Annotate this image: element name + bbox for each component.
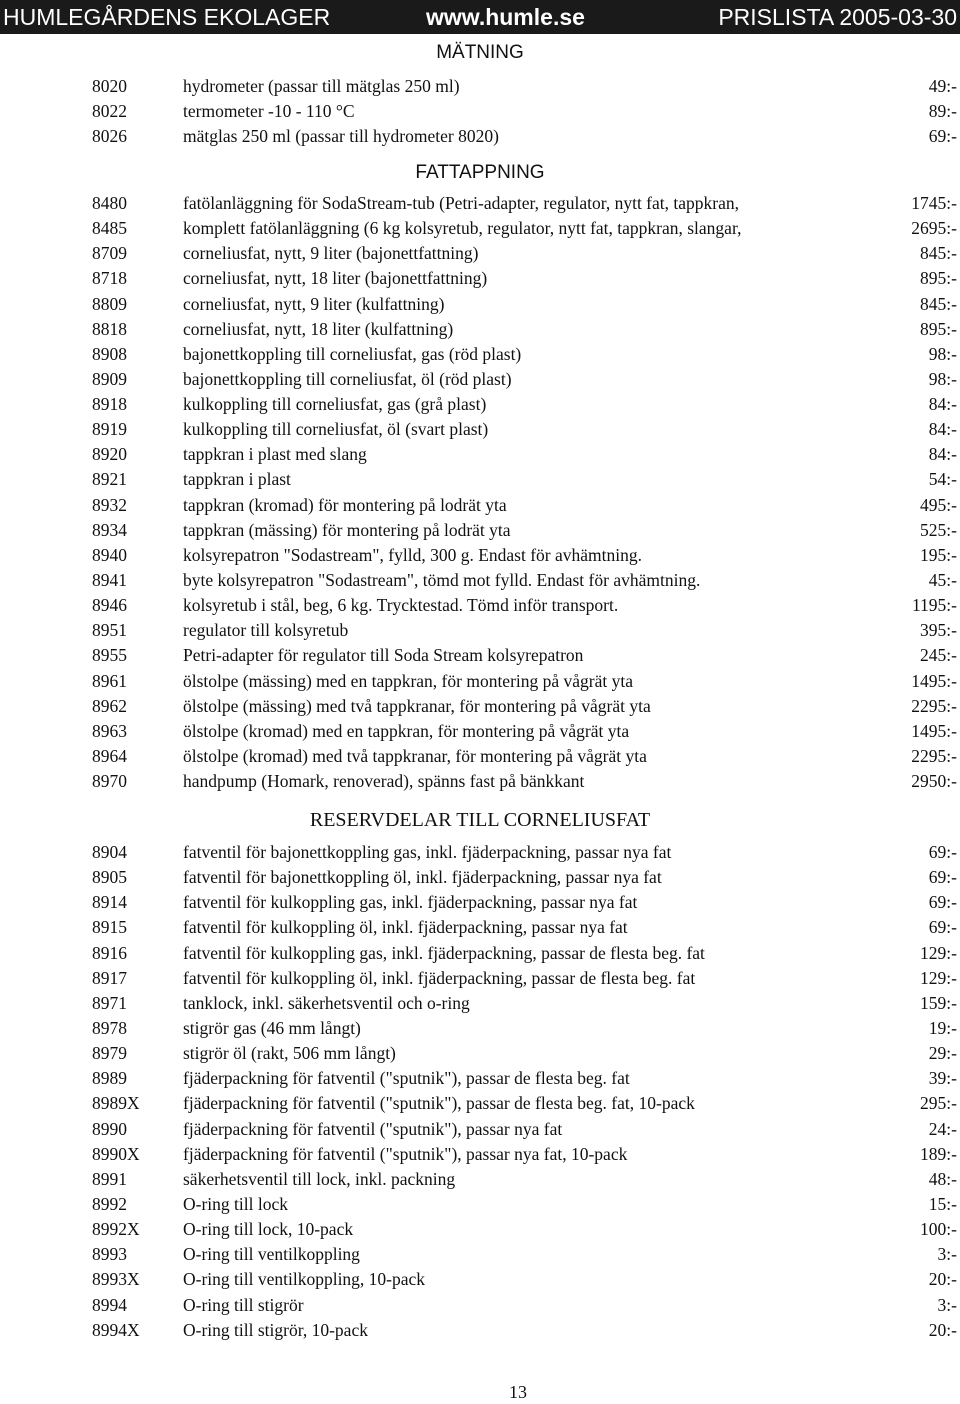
item-price: 395:-	[920, 620, 957, 641]
item-code: 8989X	[92, 1093, 140, 1114]
item-code: 8920	[92, 444, 127, 465]
item-code: 8934	[92, 519, 127, 540]
page-number: 13	[509, 1382, 527, 1402]
item-description: fatölanläggning för SodaStream-tub (Petri-adapter, regulator, nytt fat, tappkran,	[183, 193, 739, 213]
item-code: 8970	[92, 771, 127, 791]
item-price: 69:-	[928, 126, 957, 147]
table-row	[0, 1041, 960, 1065]
item-code: 8940	[92, 544, 127, 565]
item-price: 84:-	[928, 419, 957, 440]
table-row	[0, 1016, 960, 1040]
item-description: ölstolpe (mässing) med två tappkranar, för montering på vågrät yta	[183, 695, 651, 716]
item-code: 8932	[92, 494, 127, 515]
item-description: hydrometer (passar till mätglas 250 ml)	[183, 76, 460, 96]
item-price: 525:-	[920, 519, 957, 540]
item-code: 8485	[92, 218, 127, 239]
table-row	[0, 840, 960, 864]
item-code: 8963	[92, 720, 127, 741]
item-code: 8905	[92, 867, 127, 888]
item-price: 69:-	[928, 842, 957, 862]
item-description: tappkran (mässing) för montering på lodrät yta	[183, 519, 511, 540]
table-row	[0, 593, 960, 617]
item-price: 1745:-	[911, 193, 957, 213]
item-description: kolsyretub i stål, beg, 6 kg. Trycktestad. Tömd inför transport.	[183, 595, 619, 616]
item-price: 84:-	[928, 444, 957, 465]
table-row	[0, 1293, 960, 1317]
item-description: fjäderpackning för fatventil ("sputnik"), passar de flesta beg. fat	[183, 1068, 630, 1089]
item-description: corneliusfat, nytt, 18 liter (bajonettfattning)	[183, 268, 488, 289]
item-description: fjäderpackning för fatventil ("sputnik"), passar nya fat, 10-pack	[183, 1143, 628, 1164]
item-description: O-ring till lock, 10-pack	[183, 1219, 354, 1240]
item-code: 8991	[92, 1168, 127, 1189]
item-code: 8908	[92, 343, 127, 364]
table-row	[0, 643, 960, 667]
item-description: fjäderpackning för fatventil ("sputnik"), passar de flesta beg. fat, 10-pack	[183, 1093, 695, 1114]
item-code: 8026	[92, 126, 127, 147]
item-code: 8993X	[92, 1269, 140, 1290]
item-price: 129:-	[920, 942, 957, 963]
item-code: 8919	[92, 419, 127, 440]
section-title: MÄTNING	[436, 42, 524, 63]
item-description: fatventil för kulkoppling öl, inkl. fjäderpackning, passar nya fat	[183, 917, 628, 938]
table-row	[0, 865, 960, 889]
table-row	[0, 124, 960, 148]
table-row	[0, 991, 960, 1015]
item-price: 189:-	[920, 1143, 957, 1164]
table-row	[0, 191, 960, 215]
item-description: ölstolpe (kromad) med en tappkran, för montering på vågrät yta	[183, 720, 630, 741]
item-description: tappkran i plast	[183, 469, 291, 490]
table-row	[0, 1091, 960, 1115]
item-code: 8818	[92, 318, 127, 339]
item-code: 8979	[92, 1043, 127, 1064]
item-price: 69:-	[928, 867, 957, 888]
item-description: ölstolpe (mässing) med en tappkran, för montering på vågrät yta	[183, 670, 634, 691]
item-price: 69:-	[928, 892, 957, 913]
item-code: 8992X	[92, 1219, 140, 1240]
item-price: 1495:-	[911, 670, 957, 691]
item-description: fjäderpackning för fatventil ("sputnik"), passar nya fat	[183, 1118, 563, 1139]
item-description: byte kolsyrepatron "Sodastream", tömd mot fylld. Endast för avhämtning.	[183, 570, 701, 590]
table-row	[0, 890, 960, 914]
table-row	[0, 493, 960, 517]
item-code: 8809	[92, 293, 127, 314]
item-description: stigrör öl (rakt, 506 mm långt)	[183, 1043, 396, 1064]
section-title: FATTAPPNING	[415, 162, 545, 183]
table-row	[0, 317, 960, 341]
item-price: 69:-	[928, 917, 957, 938]
table-row	[0, 467, 960, 491]
item-description: Petri-adapter för regulator till Soda Stream kolsyrepatron	[183, 645, 584, 666]
item-price: 895:-	[920, 318, 957, 339]
table-row	[0, 941, 960, 965]
table-row	[0, 99, 960, 123]
item-description: handpump (Homark, renoverad), spänns fast på bänkkant	[183, 771, 585, 791]
item-price: 3:-	[937, 1244, 957, 1265]
item-code: 8022	[92, 101, 127, 122]
table-row	[0, 915, 960, 939]
item-description: kolsyrepatron "Sodastream", fylld, 300 g. Endast för avhämtning.	[183, 544, 642, 565]
item-description: komplett fatölanläggning (6 kg kolsyretub, regulator, nytt fat, tappkran, slangar,	[183, 218, 742, 239]
item-price: 29:-	[928, 1043, 957, 1064]
brand-name: HUMLEGÅRDENS EKOLAGER	[3, 4, 331, 30]
item-code: 8978	[92, 1018, 127, 1038]
item-price: 845:-	[920, 243, 957, 264]
item-code: 8921	[92, 469, 127, 490]
website-link[interactable]: www.humle.se	[426, 4, 585, 30]
item-price: 20:-	[928, 1269, 957, 1290]
item-price: 20:-	[928, 1319, 957, 1340]
table-row	[0, 694, 960, 718]
item-description: corneliusfat, nytt, 18 liter (kulfattning)	[183, 318, 454, 339]
item-code: 8909	[92, 368, 127, 389]
item-code: 8955	[92, 645, 127, 666]
table-row	[0, 1066, 960, 1090]
item-code: 8480	[92, 193, 127, 213]
item-price: 89:-	[928, 101, 957, 122]
item-price: 129:-	[920, 967, 957, 988]
table-row	[0, 543, 960, 567]
item-code: 8962	[92, 695, 127, 716]
table-row	[0, 1167, 960, 1191]
table-row	[0, 744, 960, 768]
item-price: 845:-	[920, 293, 957, 314]
table-row	[0, 442, 960, 466]
item-code: 8915	[92, 917, 127, 938]
item-description: regulator till kolsyretub	[183, 620, 349, 641]
table-row	[0, 241, 960, 265]
item-price: 1495:-	[911, 720, 957, 741]
item-price: 295:-	[920, 1093, 957, 1114]
item-price: 48:-	[928, 1168, 957, 1189]
item-code: 8989	[92, 1068, 127, 1089]
item-price: 2295:-	[911, 745, 957, 766]
item-price: 45:-	[928, 570, 957, 590]
table-row	[0, 618, 960, 642]
item-price: 84:-	[928, 394, 957, 414]
item-code: 8964	[92, 745, 127, 766]
item-description: O-ring till ventilkoppling, 10-pack	[183, 1269, 426, 1290]
table-row	[0, 392, 960, 416]
item-price: 15:-	[928, 1194, 957, 1214]
item-description: O-ring till ventilkoppling	[183, 1244, 360, 1265]
table-row	[0, 1192, 960, 1216]
item-description: tappkran (kromad) för montering på lodrät yta	[183, 494, 507, 515]
page-header	[0, 0, 960, 34]
table-row	[0, 719, 960, 743]
table-row	[0, 1242, 960, 1266]
item-price: 1195:-	[911, 595, 957, 616]
item-description: ölstolpe (kromad) med två tappkranar, för montering på vågrät yta	[183, 745, 647, 766]
item-description: fatventil för bajonettkoppling gas, inkl. fjäderpackning, passar nya fat	[183, 842, 672, 862]
item-code: 8993	[92, 1244, 127, 1265]
item-price: 98:-	[928, 368, 957, 389]
item-description: bajonettkoppling till corneliusfat, öl (röd plast)	[183, 368, 512, 389]
item-code: 8946	[92, 595, 127, 616]
item-code: 8914	[92, 892, 127, 913]
item-price: 495:-	[920, 494, 957, 515]
section-title: RESERVDELAR TILL CORNELIUSFAT	[309, 809, 651, 831]
item-description: tappkran i plast med slang	[183, 444, 367, 465]
table-row	[0, 367, 960, 391]
pricelist-date: PRISLISTA 2005-03-30	[718, 4, 957, 30]
table-row	[0, 216, 960, 240]
table-row	[0, 1217, 960, 1241]
item-code: 8990	[92, 1118, 127, 1139]
item-code: 8020	[92, 76, 127, 96]
item-code: 8916	[92, 942, 127, 963]
item-code: 8718	[92, 268, 127, 289]
item-code: 8918	[92, 394, 127, 414]
item-code: 8941	[92, 570, 127, 590]
item-description: bajonettkoppling till corneliusfat, gas (röd plast)	[183, 343, 522, 364]
table-row	[0, 669, 960, 693]
item-code: 8951	[92, 620, 127, 641]
item-description: kulkoppling till corneliusfat, gas (grå plast)	[183, 394, 487, 414]
item-price: 159:-	[920, 992, 957, 1013]
item-price: 19:-	[928, 1018, 957, 1038]
item-price: 39:-	[928, 1068, 957, 1089]
item-code: 8992	[92, 1194, 127, 1214]
table-row	[0, 292, 960, 316]
table-row	[0, 342, 960, 366]
item-code: 8971	[92, 992, 127, 1013]
item-description: mätglas 250 ml (passar till hydrometer 8020)	[183, 126, 499, 147]
table-row	[0, 1318, 960, 1342]
item-price: 24:-	[928, 1118, 957, 1139]
item-price: 98:-	[928, 343, 957, 364]
item-price: 100:-	[920, 1219, 957, 1240]
item-description: fatventil för kulkoppling gas, inkl. fjäderpackning, passar nya fat	[183, 892, 638, 913]
table-row	[0, 568, 960, 592]
item-description: fatventil för kulkoppling gas, inkl. fjäderpackning, passar de flesta beg. fat	[183, 942, 705, 963]
item-code: 8990X	[92, 1143, 140, 1164]
table-row	[0, 518, 960, 542]
item-price: 195:-	[920, 544, 957, 565]
table-row	[0, 769, 960, 793]
item-price: 54:-	[928, 469, 957, 490]
table-row	[0, 74, 960, 98]
item-code: 8904	[92, 842, 127, 862]
item-code: 8961	[92, 670, 127, 691]
item-price: 2695:-	[911, 218, 957, 239]
item-code: 8994	[92, 1294, 127, 1315]
table-row	[0, 1142, 960, 1166]
item-description: corneliusfat, nytt, 9 liter (bajonettfattning)	[183, 243, 479, 264]
table-row	[0, 1117, 960, 1141]
item-code: 8709	[92, 243, 127, 264]
item-price: 245:-	[920, 645, 957, 666]
item-price: 2295:-	[911, 695, 957, 716]
table-row	[0, 966, 960, 990]
item-price: 3:-	[937, 1294, 957, 1315]
item-description: corneliusfat, nytt, 9 liter (kulfattning)	[183, 293, 445, 314]
table-row	[0, 1267, 960, 1291]
item-description: O-ring till lock	[183, 1194, 288, 1214]
item-description: O-ring till stigrör	[183, 1294, 304, 1315]
item-description: fatventil för bajonettkoppling öl, inkl. fjäderpackning, passar nya fat	[183, 867, 662, 888]
item-price: 895:-	[920, 268, 957, 289]
item-description: termometer -10 - 110 °C	[183, 101, 355, 122]
item-description: fatventil för kulkoppling öl, inkl. fjäderpackning, passar de flesta beg. fat	[183, 967, 696, 988]
item-description: säkerhetsventil till lock, inkl. packning	[183, 1168, 456, 1189]
item-price: 2950:-	[911, 771, 957, 791]
item-code: 8917	[92, 967, 127, 988]
item-price: 49:-	[928, 76, 957, 96]
item-code: 8994X	[92, 1319, 140, 1340]
item-description: O-ring till stigrör, 10-pack	[183, 1319, 368, 1340]
table-row	[0, 417, 960, 441]
item-description: tanklock, inkl. säkerhetsventil och o-ring	[183, 992, 470, 1013]
item-description: kulkoppling till corneliusfat, öl (svart plast)	[183, 419, 489, 440]
table-row	[0, 266, 960, 290]
item-description: stigrör gas (46 mm långt)	[183, 1018, 361, 1038]
